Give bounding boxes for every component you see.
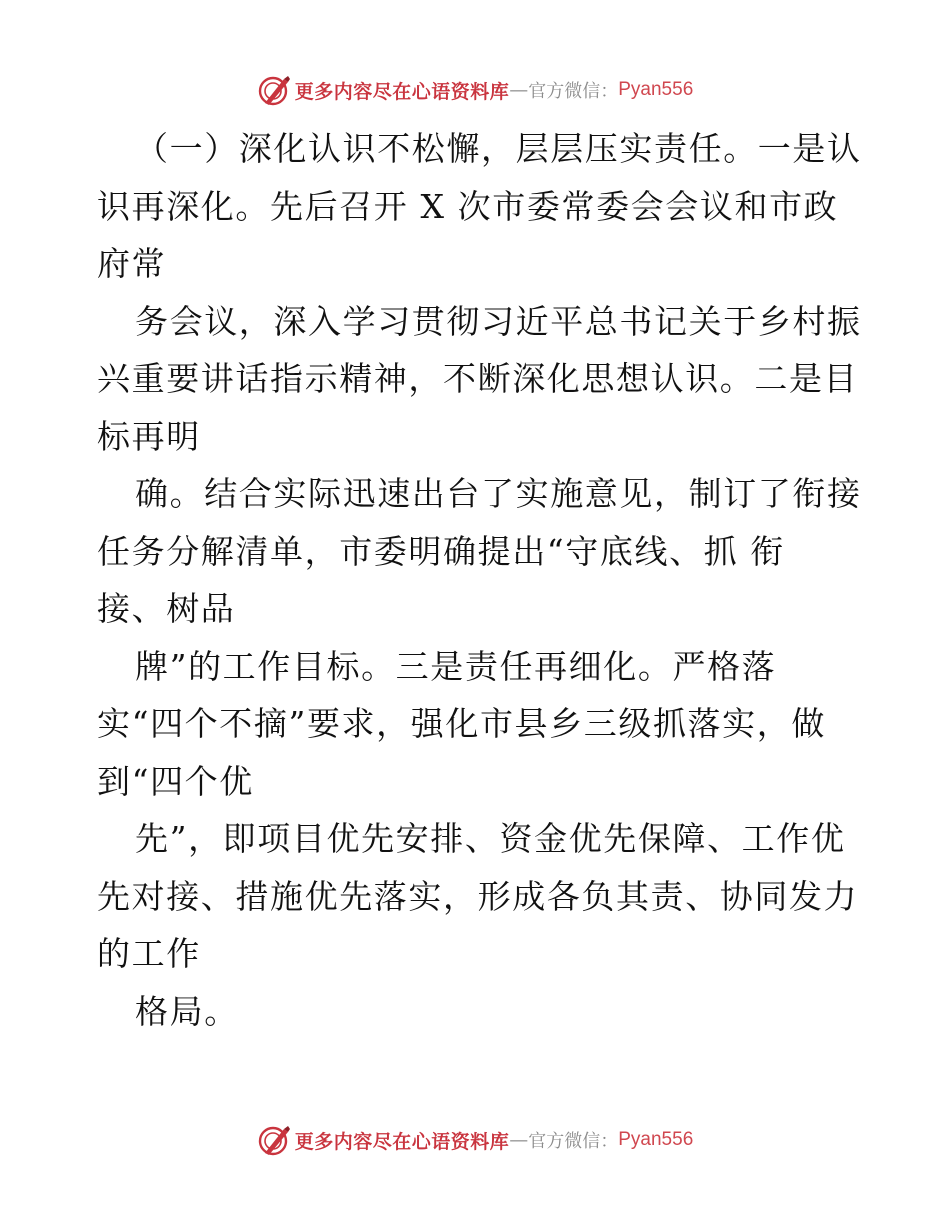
text-line: 先对接、措施优先落实，形成各负其责、协同发力 — [97, 876, 859, 916]
text-line: 府常 — [97, 244, 167, 283]
text-line: 确。结合实际迅速出台了实施意见，制订了衔接 — [135, 474, 862, 513]
text-line: 牌”的工作目标。三是责任再细化。严格落 — [135, 646, 777, 686]
footer-banner — [0, 1120, 950, 1160]
banner-separator: — — [509, 1129, 529, 1151]
header-banner — [0, 70, 950, 110]
banner-wechat-label: 官方微信： — [528, 1131, 619, 1152]
banner-title: 更多内容尽在心语资料库 — [294, 1130, 510, 1153]
banner-title: 更多内容尽在心语资料库 — [294, 80, 510, 103]
text-line: 到“四个优 — [97, 761, 254, 801]
text-line: 的工作 — [97, 934, 201, 973]
text-line: 接、树品 — [97, 589, 236, 628]
text-line: 识再深化。先后召开 X 次市委常委会会议和市政 — [97, 186, 839, 226]
text-line: 先”，即项目优先安排、资金优先保障、工作优 — [135, 819, 846, 858]
banner-wechat-label: 官方微信： — [528, 81, 619, 102]
document-body — [97, 120, 867, 1040]
text-line: 格局。 — [135, 991, 239, 1031]
pen-logo-icon — [257, 1123, 291, 1157]
banner-wechat-id: Pyan556 — [618, 1129, 694, 1150]
text-line: 务会议，深入学习贯彻习近平总书记关于乡村振 — [135, 301, 862, 341]
banner-wechat-id: Pyan556 — [618, 79, 694, 100]
text-line: 标再明 — [97, 416, 201, 456]
banner-separator: — — [509, 79, 529, 101]
text-line: 实“四个不摘”要求，强化市县乡三级抓落实，做 — [97, 704, 826, 743]
text-line: 任务分解清单，市委明确提出“守底线、抓 衔 — [97, 531, 785, 571]
text-line: 兴重要讲话指示精神，不断深化思想认识。二是目 — [97, 359, 859, 398]
text-line: （一）深化认识不松懈，层层压实责任。一是认 — [135, 129, 862, 168]
pen-logo-icon — [257, 73, 291, 107]
